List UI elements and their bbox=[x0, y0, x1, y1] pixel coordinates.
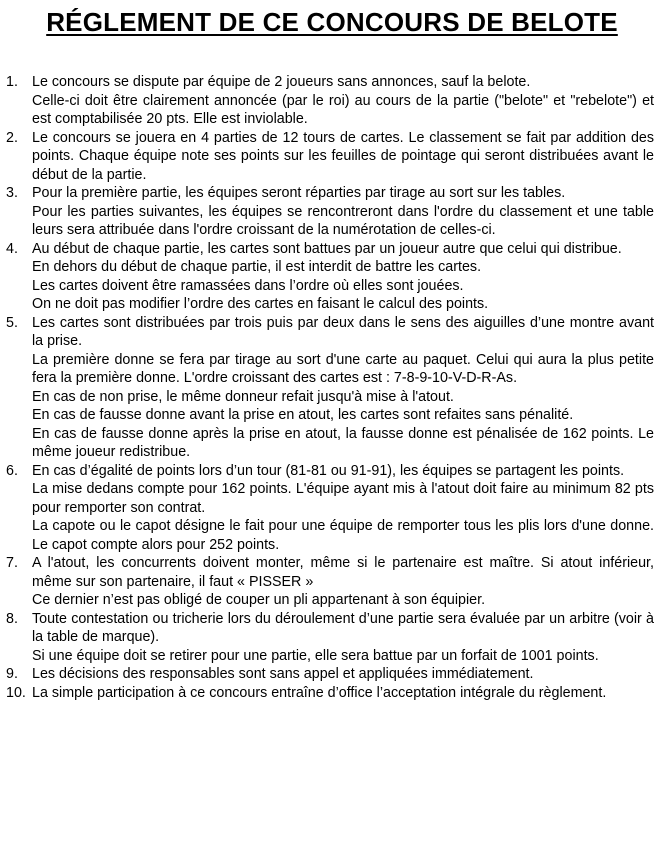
rule-paragraph: Pour la première partie, les équipes seront réparties par tirage au sort sur les tables. bbox=[32, 185, 566, 201]
rule-paragraph: Le concours se jouera en 4 parties de 12 tours de cartes. Le classement se fait par addition des points. Chaque équipe note ses points sur les feuilles de pointage qui seront distribuées avant le début de la partie. bbox=[32, 129, 654, 183]
rule-paragraph: Toute contestation ou tricherie lors du déroulement d’une partie sera évaluée par un arbitre (voir à la table de marque). bbox=[32, 610, 654, 645]
rule-item bbox=[0, 184, 664, 240]
rule-paragraph: A l'atout, les concurrents doivent monter, même si le partenaire est maître. Si atout inférieur, même sur son partenaire, il faut « PISSER » bbox=[32, 555, 654, 590]
rule-paragraph: Les cartes sont distribuées par trois puis par deux dans le sens des aiguilles d’une montre avant la prise. bbox=[32, 314, 654, 349]
rule-number: 4. bbox=[6, 240, 18, 257]
rule-number: 8. bbox=[6, 610, 18, 627]
rule-item bbox=[0, 73, 664, 129]
rule-number: 1. bbox=[6, 74, 18, 90]
rule-paragraph: En cas de fausse donne avant la prise en atout, les cartes sont refaites sans pénalité. bbox=[32, 407, 574, 423]
rule-paragraph: Les cartes doivent être ramassées dans l’ordre où elles sont jouées. bbox=[32, 277, 464, 294]
rule-paragraph: En cas d’égalité de points lors d’un tour (81-81 ou 91-91), les équipes se partagent les points. bbox=[32, 462, 625, 479]
rule-paragraph: En dehors du début de chaque partie, il est interdit de battre les cartes. bbox=[32, 259, 482, 275]
rule-paragraph: La capote ou le capot désigne le fait pour une équipe de remporter tous les plis lors d'une donne. Le capot compte alors pour 252 points. bbox=[32, 518, 654, 553]
rule-paragraph: La première donne se fera par tirage au sort d'une carte au paquet. Celui qui aura la plus petite fera la première donne. L'ordre croissant des cartes est : 7-8-9-10-V-D-R-As. bbox=[32, 351, 654, 386]
rule-paragraph: Le concours se dispute par équipe de 2 joueurs sans annonces, sauf la belote. bbox=[32, 74, 531, 90]
rule-paragraph: La simple participation à ce concours entraîne d’office l’acceptation intégrale du règlement. bbox=[32, 684, 607, 701]
rule-paragraph: Pour les parties suivantes, les équipes se rencontreront dans l'ordre du classement et une table leurs sera attribuée dans l'ordre croissant de la numérotation de celles-ci. bbox=[32, 203, 654, 238]
rule-paragraph: En cas de non prise, le même donneur refait jusqu'à mise à l'atout. bbox=[32, 388, 454, 405]
rule-paragraph: La mise dedans compte pour 162 points. L'équipe ayant mis à l'atout doit faire au minimum 82 pts pour remporter son contrat. bbox=[32, 481, 654, 516]
rule-paragraph: Les décisions des responsables sont sans appel et appliquées immédiatement. bbox=[32, 666, 534, 682]
rule-number: 3. bbox=[6, 185, 18, 201]
rule-paragraph: En cas de fausse donne après la prise en atout, la fausse donne est pénalisée de 162 points. Le même joueur redistribue. bbox=[32, 425, 654, 460]
rule-number: 9. bbox=[6, 666, 18, 682]
rule-paragraph: Au début de chaque partie, les cartes sont battues par un joueur autre que celui qui distribue. bbox=[32, 240, 622, 257]
rule-item bbox=[0, 240, 664, 314]
rule-item bbox=[0, 554, 664, 610]
rule-item bbox=[0, 684, 664, 703]
rule-paragraph: Ce dernier n’est pas obligé de couper un pli appartenant à son équipier. bbox=[32, 592, 486, 608]
rule-paragraph: On ne doit pas modifier l’ordre des cartes en faisant le calcul des points. bbox=[32, 296, 489, 312]
rule-item bbox=[0, 665, 664, 684]
rule-number: 2. bbox=[6, 129, 18, 146]
rule-paragraph: Si une équipe doit se retirer pour une partie, elle sera battue par un forfait de 1001 points. bbox=[32, 647, 599, 664]
rules-list bbox=[0, 73, 664, 702]
rule-item bbox=[0, 314, 664, 462]
rule-number: 10. bbox=[6, 684, 26, 701]
rule-item bbox=[0, 129, 664, 185]
rule-number: 5. bbox=[6, 314, 18, 331]
rule-paragraph: Celle-ci doit être clairement annoncée (par le roi) au cours de la partie ("belote" et "rebelote") et est comptabilisée 20 pts. Elle est inviolable. bbox=[32, 92, 654, 127]
rule-item bbox=[0, 462, 664, 555]
rule-number: 6. bbox=[6, 462, 18, 479]
rule-number: 7. bbox=[6, 555, 18, 571]
document-title: RÉGLEMENT DE CE CONCOURS DE BELOTE bbox=[46, 7, 618, 37]
rule-item bbox=[0, 610, 664, 666]
